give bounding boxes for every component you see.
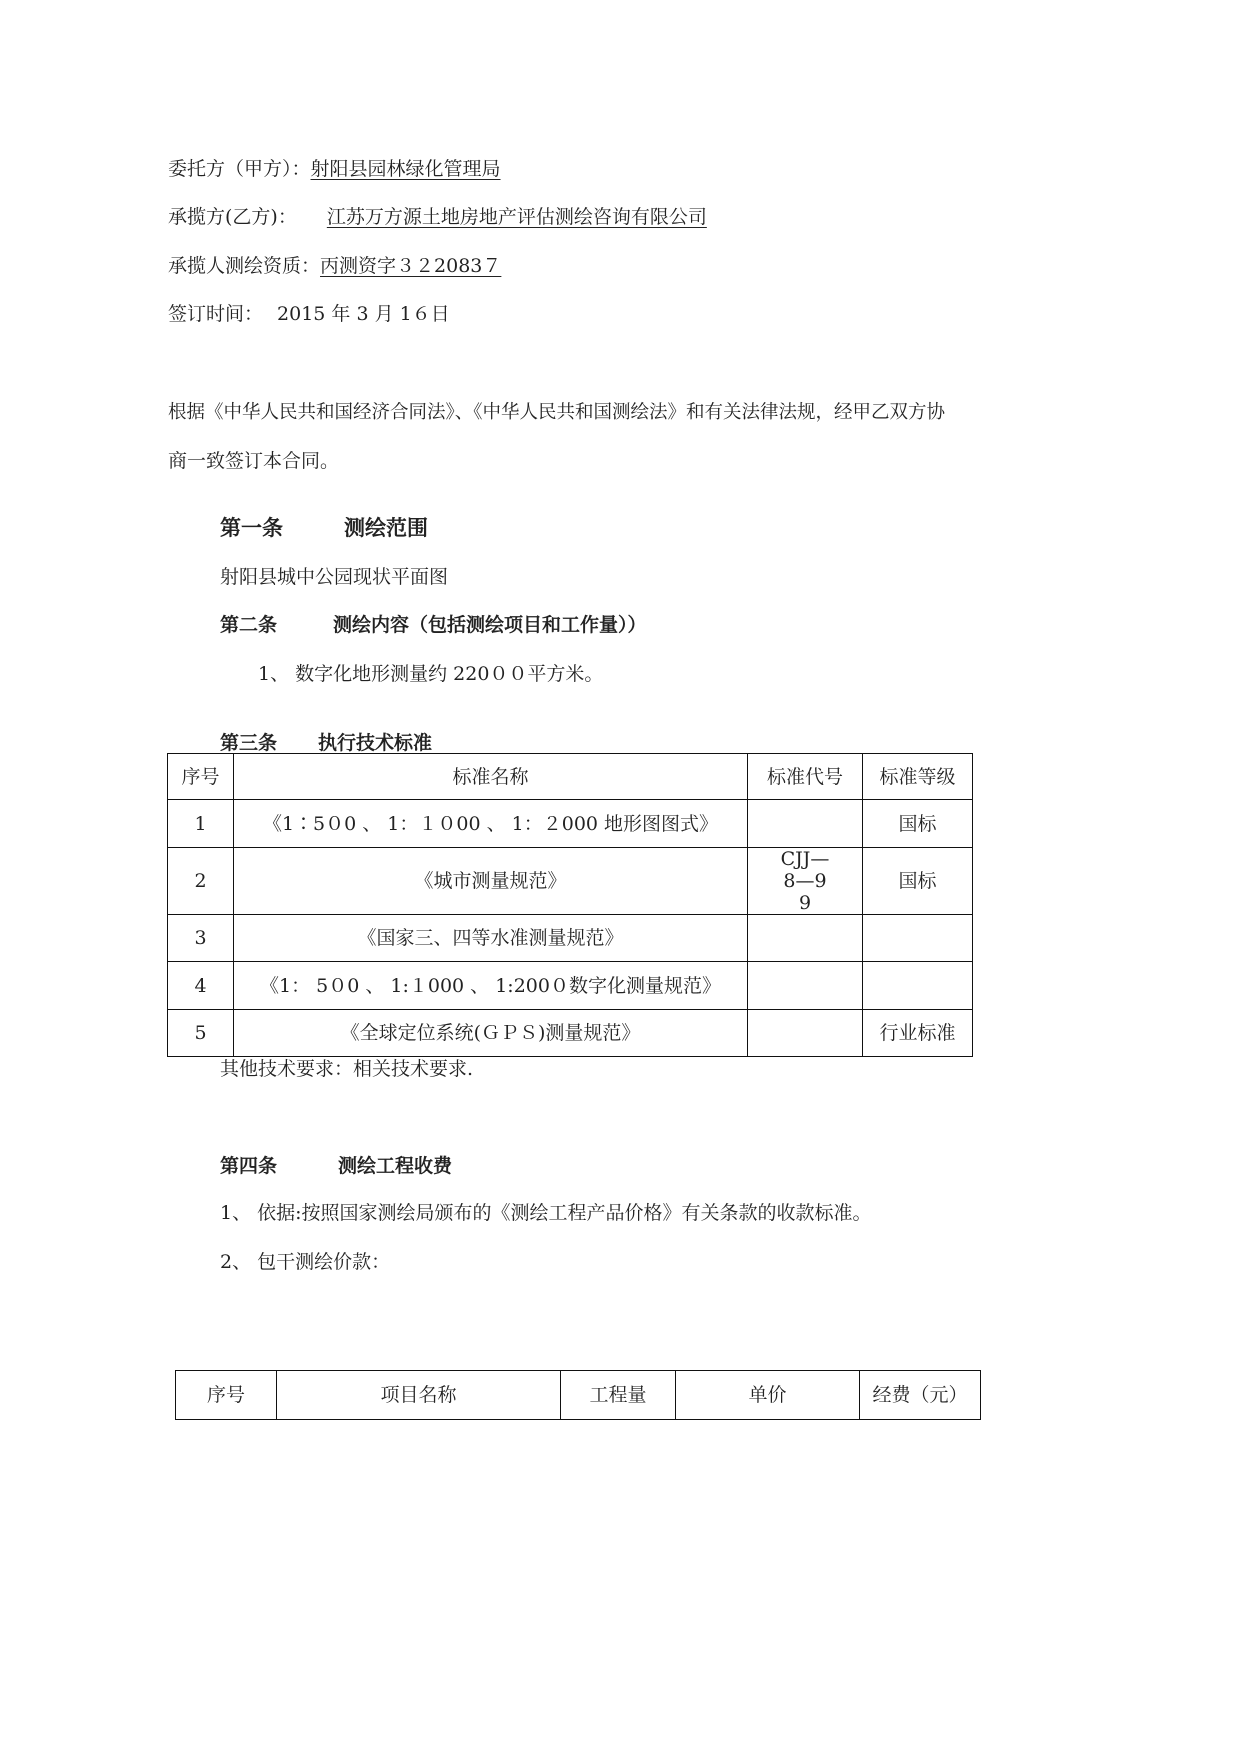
qualification-line bbox=[168, 251, 501, 278]
row-level: 国标 bbox=[863, 800, 973, 848]
client-value: 射阳县园林绿化管理局 bbox=[310, 158, 501, 180]
row-code: CJJ—8—99 bbox=[748, 848, 863, 915]
sign-date-line bbox=[168, 299, 450, 326]
row-no: 1 bbox=[168, 800, 234, 848]
other-requirements: 其他技术要求：相关技术要求. bbox=[220, 1058, 474, 1080]
sign-label: 签订时间： bbox=[168, 303, 264, 325]
row-level bbox=[863, 915, 973, 962]
header-cell-level: 标准等级 bbox=[863, 754, 973, 800]
row-name: 《全球定位系统(ＧＰＳ)测量规范》 bbox=[234, 1010, 748, 1057]
sign-value: 2015 年 3 月 1６日 bbox=[277, 303, 450, 325]
table-row bbox=[168, 915, 973, 962]
fee-header-no: 序号 bbox=[176, 1371, 277, 1420]
row-level: 国标 bbox=[863, 848, 973, 915]
row-no: 4 bbox=[168, 962, 234, 1010]
article-3-number: 第三条 bbox=[220, 732, 278, 754]
row-name: 《1： 5０0 、 1:１000 、 1:200０数字化测量规范》 bbox=[234, 962, 748, 1010]
qualification-value: 丙测资字３２2083７ bbox=[320, 255, 502, 277]
fee-header-unit-price: 单价 bbox=[676, 1371, 860, 1420]
article-1-body: 射阳县城中公园现状平面图 bbox=[220, 566, 449, 588]
fee-header-row bbox=[176, 1371, 981, 1420]
client-line bbox=[168, 154, 501, 181]
intro-line-1: 根据《中华人民共和国经济合同法》、《中华人民共和国测绘法》和有关法律法规，经甲乙双方协 bbox=[168, 402, 946, 423]
row-name: 《城市测量规范》 bbox=[234, 848, 748, 915]
row-no: 2 bbox=[168, 848, 234, 915]
table-row bbox=[168, 848, 973, 915]
table-row bbox=[168, 962, 973, 1010]
article-4-title: 测绘工程收费 bbox=[338, 1155, 453, 1177]
row-code bbox=[748, 1010, 863, 1057]
row-no: 5 bbox=[168, 1010, 234, 1057]
fee-table bbox=[175, 1370, 981, 1420]
header-cell-no: 序号 bbox=[168, 754, 234, 800]
row-level: 行业标准 bbox=[863, 1010, 973, 1057]
article-2-title: 测绘内容（包括测绘项目和工作量）） bbox=[333, 614, 647, 636]
standards-table bbox=[167, 753, 973, 1057]
row-code bbox=[748, 915, 863, 962]
contractor-label: 承揽方(乙方)： bbox=[168, 206, 297, 228]
client-label: 委托方（甲方）： bbox=[168, 158, 311, 180]
article-2-item-1: 1、 数字化地形测量约 220００平方米。 bbox=[258, 663, 604, 685]
standards-header-row bbox=[168, 754, 973, 800]
row-name: 《1∶5０0 、 1：１０00 、 1：２000 地形图图式》 bbox=[234, 800, 748, 848]
row-name: 《国家三、四等水准测量规范》 bbox=[234, 915, 748, 962]
article-4-item-1: 1、 依据:按照国家测绘局颁布的《测绘工程产品价格》有关条款的收款标准。 bbox=[220, 1202, 872, 1224]
article-4-number: 第四条 bbox=[220, 1155, 278, 1177]
fee-header-item: 项目名称 bbox=[277, 1371, 561, 1420]
header-cell-code: 标准代号 bbox=[748, 754, 863, 800]
row-code bbox=[748, 800, 863, 848]
row-code bbox=[748, 962, 863, 1010]
article-2-number: 第二条 bbox=[220, 614, 278, 636]
article-1-number: 第一条 bbox=[220, 516, 283, 540]
table-row bbox=[168, 800, 973, 848]
contractor-line bbox=[168, 202, 737, 229]
article-4-item-2: 2、 包干测绘价款： bbox=[220, 1251, 391, 1273]
table-row bbox=[168, 1010, 973, 1057]
qualification-label: 承揽人测绘资质： bbox=[168, 255, 321, 277]
contractor-value: 江苏万方源土地房地产评估测绘咨询有限公司 bbox=[326, 206, 707, 228]
article-1-title: 测绘范围 bbox=[344, 516, 428, 540]
row-no: 3 bbox=[168, 915, 234, 962]
fee-header-quantity: 工程量 bbox=[561, 1371, 676, 1420]
fee-header-cost: 经费（元） bbox=[860, 1371, 981, 1420]
row-level bbox=[863, 962, 973, 1010]
article-3-title: 执行技术标准 bbox=[318, 732, 433, 754]
header-cell-name: 标准名称 bbox=[234, 754, 748, 800]
intro-line-2: 商一致签订本合同。 bbox=[168, 450, 340, 472]
